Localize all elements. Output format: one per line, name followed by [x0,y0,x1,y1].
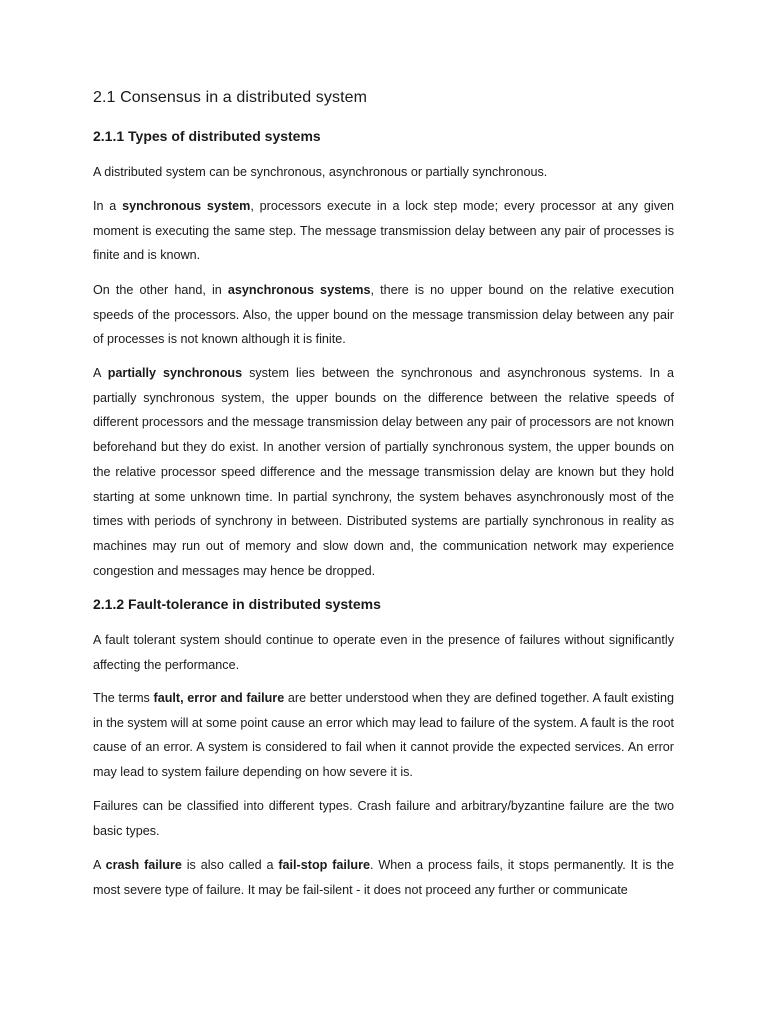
paragraph: A crash failure is also called a fail-stop failure. When a process fails, it stops permanently. It is the most severe type of failure. It may be fail-silent - it does not proceed any further or communicate [93,858,674,897]
paragraph: A distributed system can be synchronous, asynchronous or partially synchronous. [93,165,548,179]
paragraph: The terms fault, error and failure are better understood when they are defined together. A fault existing in the system will at some point cause an error which may lead to failure of the system. A fault is the root cause of an error. A system is considered to fail when it cannot provide the expected services. An error may lead to system failure depending on how severe it is. [93,691,674,780]
bold-term: partially synchronous [107,366,243,380]
paragraph: In a synchronous system, processors execute in a lock step mode; every processor at any given moment is executing the same step. The message transmission delay between any pair of processes is finite and is known. [93,199,674,263]
subsection-heading-fault-tolerance: 2.1.2 Fault-tolerance in distributed systems [93,596,381,612]
bold-term: synchronous system [122,199,251,213]
paragraph: A partially synchronous system lies between the synchronous and asynchronous systems. In a partially synchronous system, the upper bounds on the difference between the relative speeds of different processors and the message transmission delay between any pair of processors are not known beforehand but they do exist. In another version of partially synchronous system, the upper bounds on the relative processor speed difference and the message transmission delay are known but they hold starting at some unknown time. In partial synchrony, the system behaves asynchronously most of the times with periods of synchrony in between. Distributed systems are partially synchronous in reality as machines may run out of memory and slow down and, the communication network may experience congestion and messages may hence be dropped. [93,366,674,578]
subsection-heading-types: 2.1.1 Types of distributed systems [93,128,321,144]
section-heading: 2.1 Consensus in a distributed system [93,89,368,106]
bold-term: crash failure [105,858,182,872]
paragraph: A fault tolerant system should continue to operate even in the presence of failures without significantly affecting the performance. [93,633,674,672]
bold-term: fault, error and failure [153,691,285,705]
paragraph: Failures can be classified into different types. Crash failure and arbitrary/byzantine failure are the two basic types. [93,799,674,838]
bold-term: fail-stop failure [278,858,370,872]
paragraph: On the other hand, in asynchronous systems, there is no upper bound on the relative execution speeds of the processors. Also, the upper bound on the message transmission delay between any pair of processes is not known although it is finite. [93,283,675,347]
bold-term: asynchronous systems [227,283,371,297]
